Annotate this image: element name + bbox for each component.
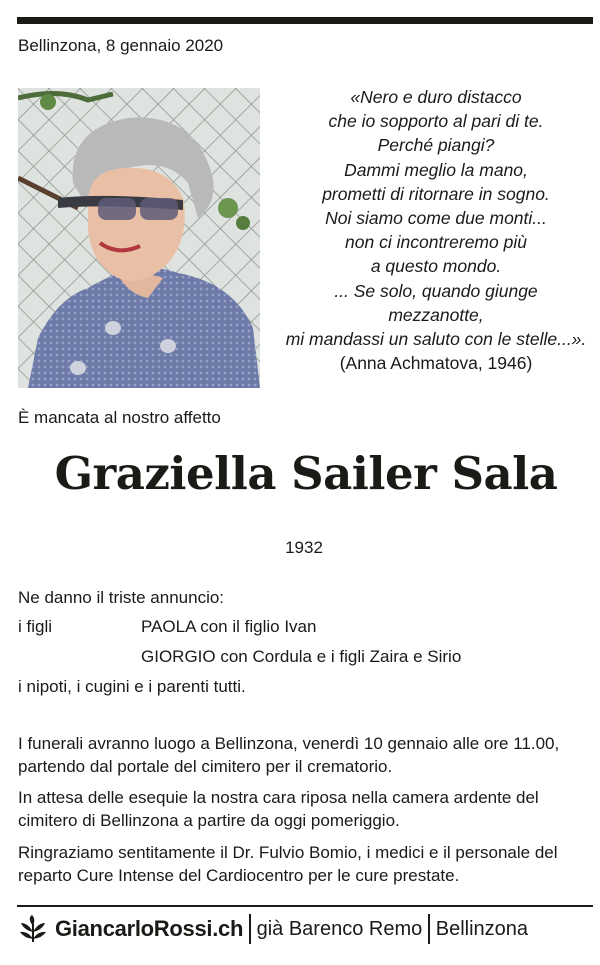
brand-name: GiancarloRossi.ch (55, 916, 244, 941)
former-name: già Barenco Remo (256, 917, 423, 940)
footer (18, 910, 596, 948)
quote-line: Perché piangi? (377, 135, 495, 156)
children-label: i figli (18, 617, 53, 636)
quote-line: non ci incontreremo più (345, 232, 527, 253)
quote-line: a questo mondo. (370, 256, 502, 277)
location: Bellinzona (435, 917, 529, 940)
footer-divider (249, 914, 251, 944)
quote-line: che io sopporto al pari di te. (328, 111, 544, 132)
leaf-sprig-icon (18, 914, 48, 944)
portrait-photo (18, 88, 260, 388)
bottom-rule (17, 905, 593, 907)
quote-line: Dammi meglio la mano, (344, 159, 528, 180)
place-date: Bellinzona, 8 gennaio 2020 (18, 36, 224, 55)
birth-year: 1932 (285, 538, 323, 557)
quote-source: (Anna Achmatova, 1946) (339, 353, 533, 373)
quote-line: prometti di ritornare in sogno. (322, 183, 550, 204)
announcement-heading: Ne danno il triste annuncio: (18, 588, 225, 607)
quote-line: ... Se solo, quando giunge (334, 280, 538, 301)
quote-line: mi mandassi un saluto con le stelle...». (285, 329, 587, 350)
intro-text: È mancata al nostro affetto (18, 408, 221, 427)
top-rule (17, 17, 593, 24)
quote-line: mezzanotte, (388, 304, 484, 325)
funeral-info: I funerali avranno luogo a Bellinzona, venerdì 10 gennaio alle ore 11.00, partendo dal portale del cimitero per il crematorio. (18, 734, 560, 776)
child-entry: GIORGIO con Cordula e i figli Zaira e Sirio (141, 647, 462, 666)
quote-poem (270, 85, 600, 351)
quote-line: «Nero e duro distacco (350, 87, 522, 107)
footer-divider (428, 914, 430, 944)
relatives-line: i nipoti, i cugini e i parenti tutti. (18, 677, 246, 696)
deceased-name: Graziella Sailer Sala (54, 447, 558, 500)
quote-line: Noi siamo come due monti... (325, 208, 547, 229)
thanks-text: Ringraziamo sentitamente il Dr. Fulvio Bomio, i medici e il personale del reparto Cure Intense del Cardiocentro per le cure prestate. (18, 843, 558, 885)
child-entry: PAOLA con il figlio Ivan (141, 617, 317, 636)
wake-info: In attesa delle esequie la nostra cara riposa nella camera ardente del cimitero di Bellinzona a partire da oggi pomeriggio. (18, 788, 539, 830)
